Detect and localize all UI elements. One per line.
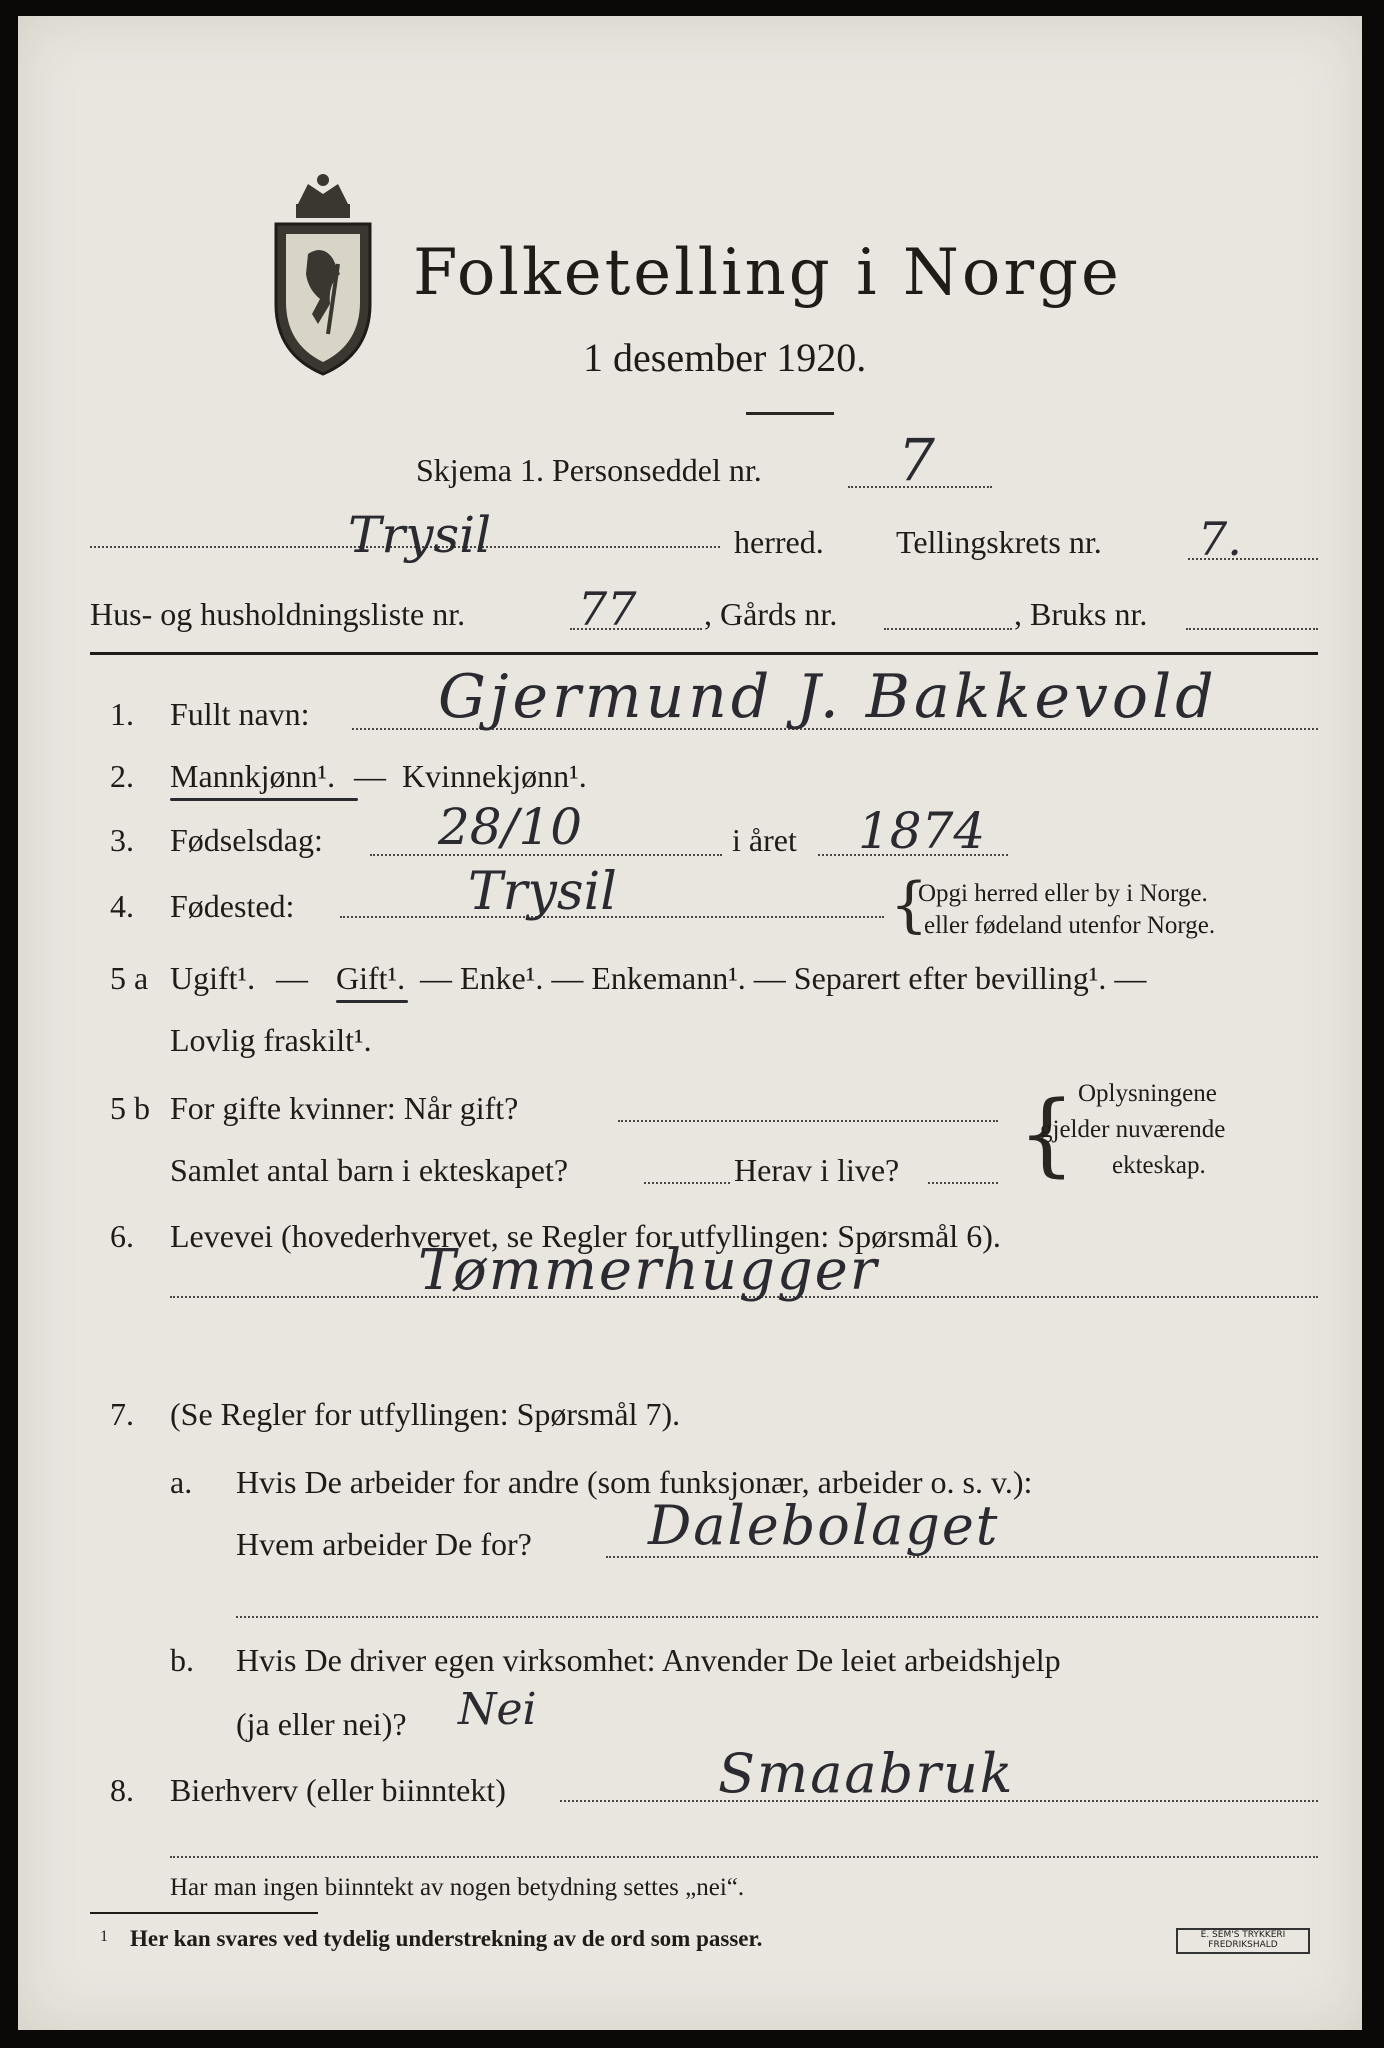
form-date: 1 desember 1920.: [583, 335, 867, 380]
q7a-handwritten[interactable]: Dalebolaget: [648, 1494, 1000, 1557]
q5b-number: 5 b: [110, 1090, 150, 1126]
q2-male-underline: [170, 798, 358, 801]
footnote-text: Her kan svares ved tydelig understrekning av de ord som passer.: [130, 1926, 763, 1951]
q6-label: Levevei (hovederhvervet, se Regler for utfyllingen: Spørsmål 6).: [170, 1218, 1001, 1254]
coat-of-arms-icon: [268, 164, 378, 384]
q4-label: Fødested:: [170, 888, 295, 924]
q7-number: 7.: [110, 1396, 134, 1432]
bruks-field-line: [1186, 628, 1318, 630]
gards-label: , Gårds nr.: [704, 596, 838, 632]
herred-handwritten[interactable]: Trysil: [348, 506, 492, 564]
q4-note2: eller fødeland utenfor Norge.: [924, 912, 1216, 939]
q5b-barn-field-line: [644, 1182, 730, 1184]
household-label: Hus- og husholdningsliste nr.: [90, 596, 466, 632]
q7b-letter: b.: [170, 1642, 194, 1678]
q7a-letter: a.: [170, 1464, 193, 1500]
q5b-note3: ekteskap.: [1112, 1152, 1206, 1179]
q8-number: 8.: [110, 1772, 134, 1808]
q5a-gift[interactable]: Gift¹.: [336, 960, 406, 996]
q5a-number: 5 a: [110, 960, 149, 996]
tellingskrets-handwritten[interactable]: 7.: [1198, 512, 1242, 566]
herred-label: herred.: [734, 524, 824, 560]
household-handwritten[interactable]: 77: [578, 582, 637, 636]
gards-field-line: [884, 628, 1012, 630]
printer-stamp: E. SEM'S TRYKKERI FREDRIKSHALD: [1176, 1928, 1310, 1954]
q4-brace: {: [890, 870, 929, 940]
q7b-question: (ja eller nei)?: [236, 1706, 407, 1742]
q3-year-handwritten[interactable]: 1874: [858, 802, 986, 860]
q5b-ilive-field-line: [928, 1182, 998, 1184]
q2-female[interactable]: Kvinnekjønn¹.: [402, 758, 587, 794]
q7a-question: Hvem arbeider De for?: [236, 1526, 532, 1562]
schema-number-handwritten[interactable]: 7: [898, 426, 935, 494]
bruks-label: , Bruks nr.: [1014, 596, 1148, 632]
q1-label: Fullt navn:: [170, 696, 310, 732]
q4-note1: Opgi herred eller by i Norge.: [918, 880, 1208, 907]
q8-label: Bierhverv (eller biinntekt): [170, 1772, 506, 1808]
q3-handwritten[interactable]: 28/10: [438, 798, 583, 856]
q7a-text: Hvis De arbeider for andre (som funksjonær, arbeider o. s. v.):: [236, 1464, 1033, 1500]
tellingskrets-label: Tellingskrets nr.: [896, 524, 1102, 560]
q6-handwritten[interactable]: Tømmerhugger: [418, 1238, 879, 1303]
q3-number: 3.: [110, 822, 134, 858]
q5b-brace: {: [1018, 1082, 1076, 1187]
q5b-line1: For gifte kvinner: Når gift?: [170, 1090, 519, 1126]
q1-number: 1.: [110, 696, 134, 732]
q1-handwritten[interactable]: Gjermund J. Bakkevold: [438, 662, 1218, 732]
q8-handwritten[interactable]: Smaabruk: [718, 1742, 1015, 1805]
q3-year-label: i året: [732, 822, 797, 858]
q5a-line2[interactable]: Lovlig fraskilt¹.: [170, 1022, 372, 1058]
q4-number: 4.: [110, 888, 134, 924]
footnote-mark: 1: [100, 1928, 108, 1945]
census-form: [18, 16, 1362, 2030]
q5a-gift-underline: [336, 1000, 408, 1003]
q5b-note2: gjelder nuværende: [1040, 1116, 1226, 1143]
header-rule: [90, 652, 1318, 655]
q2-male[interactable]: Mannkjønn¹.: [170, 758, 336, 794]
footer-note: Har man ingen biinntekt av nogen betydning settes „nei“.: [170, 1874, 745, 1901]
q6-number: 6.: [110, 1218, 134, 1254]
q7-label: (Se Regler for utfyllingen: Spørsmål 7).: [170, 1396, 681, 1432]
q3-label: Fødselsdag:: [170, 822, 323, 858]
q5b-gift-field-line: [618, 1120, 998, 1122]
q7a-extra-line: [236, 1616, 1318, 1618]
form-title: Folketelling i Norge: [413, 236, 1122, 310]
q2-number: 2.: [110, 758, 134, 794]
q5a-dash: —: [276, 960, 308, 996]
q4-handwritten[interactable]: Trysil: [468, 862, 617, 922]
q7b-handwritten[interactable]: Nei: [458, 1684, 537, 1735]
q5b-line2b: Herav i live?: [734, 1152, 900, 1188]
schema-label: Skjema 1. Personseddel nr.: [416, 452, 762, 488]
q5a-ugift[interactable]: Ugift¹.: [170, 960, 256, 996]
q7b-text: Hvis De driver egen virksomhet: Anvender De leiet arbeidshjelp: [236, 1642, 1061, 1678]
q5b-note1: Oplysningene: [1078, 1080, 1217, 1107]
title-divider: [746, 412, 834, 415]
q5a-rest[interactable]: — Enke¹. — Enkemann¹. — Separert efter bevilling¹. —: [420, 960, 1147, 996]
q5b-line2a: Samlet antal barn i ekteskapet?: [170, 1152, 569, 1188]
q8-extra-line: [170, 1856, 1318, 1858]
footnote-rule: [90, 1912, 318, 1914]
q2-separator: —: [354, 758, 386, 794]
